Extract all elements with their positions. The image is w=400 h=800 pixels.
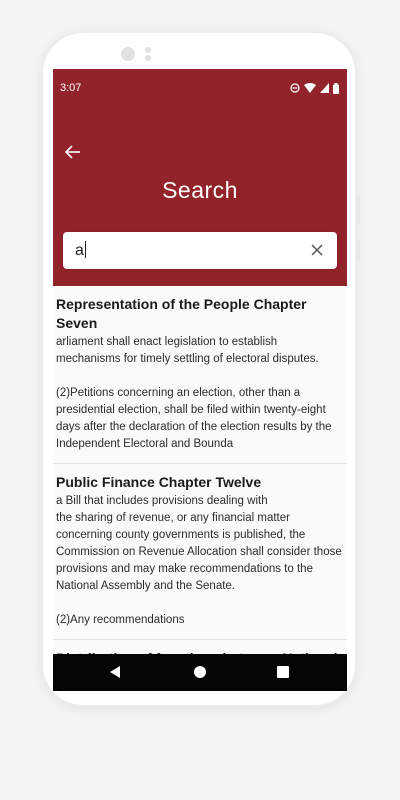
search-input-value: a [75, 242, 84, 259]
dnd-icon [290, 83, 300, 93]
result-item[interactable] [53, 464, 347, 640]
page-title: Search [162, 177, 238, 203]
result-excerpt: a Bill that includes provisions dealing with the sharing of revenue, or any financial matter concerning county governments is published, the Commission on Revenue Allocation shall consider those provisions and may make recommendations to the National Assembly and the Senate. (2)Any recommendations [56, 495, 342, 626]
result-item[interactable] [53, 286, 347, 464]
status-bar [53, 69, 347, 109]
nav-recents-icon[interactable] [277, 666, 289, 678]
app-screen [53, 69, 347, 691]
status-time: 3:07 [60, 82, 82, 94]
sensor-icon [145, 47, 151, 61]
power-button [357, 240, 360, 262]
battery-icon [333, 83, 339, 94]
text-cursor [85, 241, 86, 258]
result-title: Representation of the People Chapter Seven [56, 296, 307, 331]
result-excerpt: arliament shall enact legislation to establish mechanisms for timely settling of electoral disputes. (2)Petitions concerning an election, other than a presidential election, shall be filed within twenty-eight days after the declaration of the election results by the Independent Electoral and Bounda [56, 336, 332, 450]
search-input[interactable] [75, 241, 86, 260]
result-title: Public Finance Chapter Twelve [56, 474, 262, 490]
app-header [53, 69, 347, 286]
clear-icon[interactable] [310, 243, 324, 257]
search-box[interactable] [63, 232, 337, 269]
nav-back-icon[interactable] [110, 666, 120, 678]
signal-icon [320, 83, 329, 93]
nav-home-icon[interactable] [194, 666, 206, 678]
status-icons [290, 81, 339, 95]
search-results-list [53, 286, 347, 654]
volume-button [357, 196, 360, 226]
back-arrow-icon[interactable] [62, 141, 84, 163]
camera-icon [121, 47, 135, 61]
system-nav-bar [53, 654, 347, 691]
wifi-icon [304, 83, 316, 93]
